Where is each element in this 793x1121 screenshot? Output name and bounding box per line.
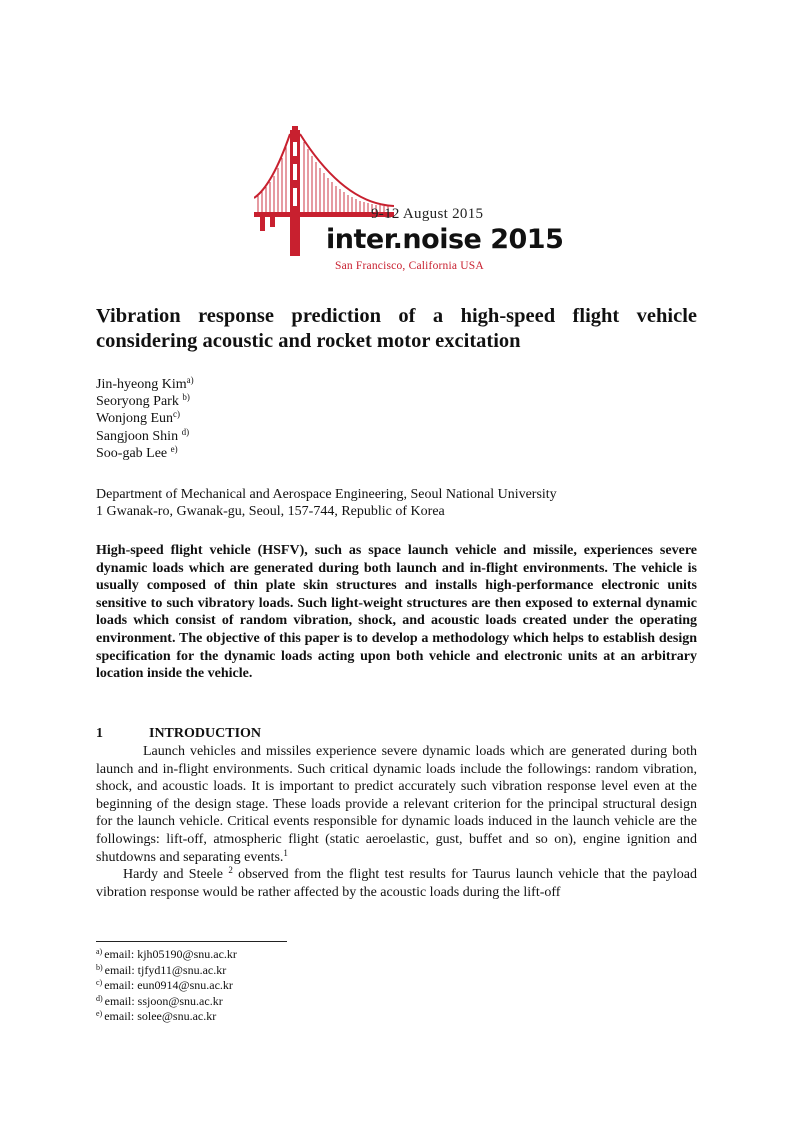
author: Sangjoon Shin $^{d)}$ [96, 426, 190, 444]
affiliation [96, 486, 697, 520]
footnote: $^{e)}$ email: solee@snu.ac.kr [96, 1009, 217, 1024]
paragraph: Launch vehicles and missiles experience severe dynamic loads which are generated during both launch and in-flight environments. Such critical dynamic loads include the followings: random vibration, shock, and acoustic loads. It is important to predict accurately such vibration response level even at the beginning of the design stage. These loads provide a relevant criterion for the principal structural design for the launch vehicle. Critical events responsible for dynamic loads induced in the launch vehicle are the followings: lift-off, atmospheric flight (static aeroelastic, gust, buffet and so on), engine ignition and shutdowns and separating events.$^1$ [96, 744, 697, 865]
citation: 2 [228, 865, 233, 876]
paragraph: Hardy and Steele $^2$ observed from the flight test results for Taurus launch vehicle that the payload vibration response would be rather affected by the acoustic loads during the lift-off [96, 865, 698, 900]
footnote-divider [96, 941, 287, 942]
affiliation-address: 1 Gwanak-ro, Gwanak-gu, Seoul, 157-744, Republic of Korea [96, 504, 445, 520]
author: Jin-hyeong Kim$^{a)}$ [96, 375, 194, 392]
author: Wonjong Eun$^{c)}$ [96, 409, 181, 427]
conference-location: San Francisco, California USA [335, 260, 484, 272]
citation: 1 [283, 847, 288, 858]
abstract: High-speed flight vehicle (HSFV), such as space launch vehicle and missile, experiences severe dynamic loads which are generated during both launch and in-flight environments. The vehicle is usually composed of thin plate skin structures and installs high-performance electronic units sensitive to such vibratory loads. Such light-weight structures are then exposed to external dynamic loads which consist of random vibration, shock, and acoustic loads created under the operating environment. The objective of this paper is to develop a methodology which helps to establish design specification for the dynamic loads acting upon both vehicle and electronic units at an arbitrary location inside the vehicle. [96, 543, 697, 682]
section-number: 1 [96, 726, 103, 741]
section-title: INTRODUCTION [149, 726, 262, 741]
footnotes [96, 947, 237, 1025]
author: Soo-gab Lee $^{e)}$ [96, 443, 178, 461]
footnote: $^{a)}$ email: kjh05190@snu.ac.kr [96, 947, 237, 961]
conference-date: 9-12 August 2015 [371, 206, 484, 222]
author-list [96, 376, 496, 462]
footnote: $^{d)}$ email: ssjoon@snu.ac.kr [96, 993, 223, 1008]
body-text [96, 743, 697, 901]
conference-name: inter.noise 2015 [326, 224, 564, 255]
section-heading [96, 726, 261, 742]
affiliation-department: Department of Mechanical and Aerospace Engineering, Seoul National University [96, 487, 557, 502]
footnote: $^{c)}$ email: eun0914@snu.ac.kr [96, 978, 233, 993]
paper-title: Vibration response prediction of a high-speed flight vehicle considering acoustic and rocket motor excitation [96, 305, 697, 352]
conference-logo [254, 126, 564, 276]
footnote: $^{b)}$ email: tjfyd11@snu.ac.kr [96, 962, 227, 977]
author: Seoryong Park $^{b)}$ [96, 392, 190, 410]
